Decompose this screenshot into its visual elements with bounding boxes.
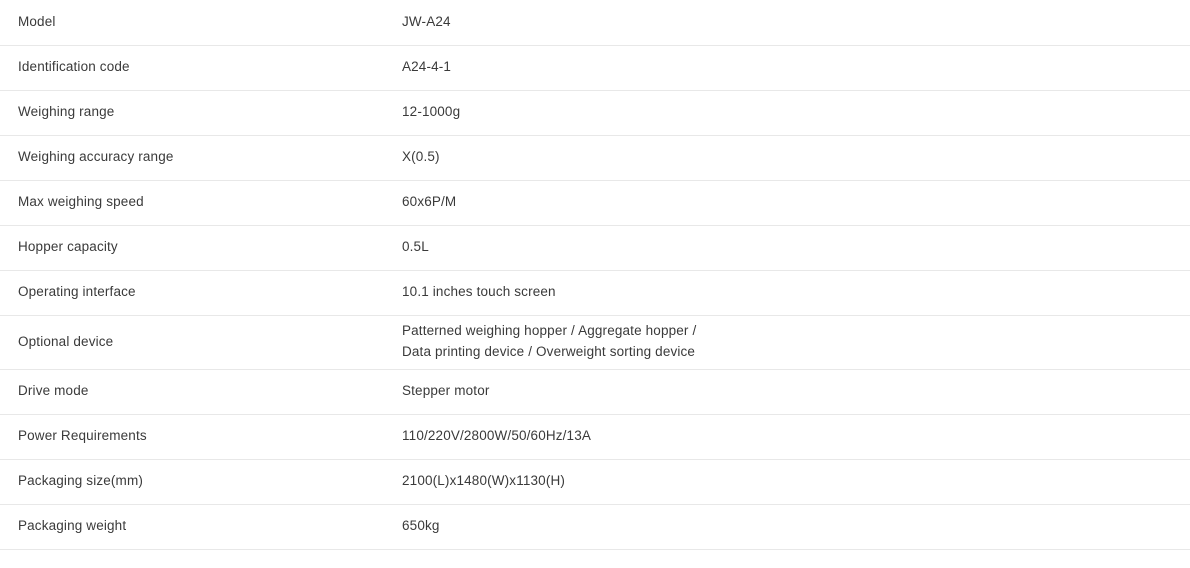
- table-row: [0, 459, 1190, 504]
- table-row: [0, 135, 1190, 180]
- table-row: [0, 369, 1190, 414]
- spec-value-line: Patterned weighing hopper / Aggregate hopper /: [402, 323, 697, 339]
- table-row: [0, 0, 1190, 45]
- table-row: [0, 270, 1190, 315]
- spec-label: Optional device: [18, 333, 114, 349]
- spec-value: [386, 414, 1190, 459]
- spec-label: Identification code: [18, 59, 130, 75]
- spec-label: Packaging weight: [18, 518, 127, 534]
- spec-label: Drive mode: [18, 383, 89, 399]
- spec-label: Power Requirements: [18, 428, 147, 444]
- spec-label: Packaging size(mm): [18, 473, 143, 489]
- spec-value: [386, 225, 1190, 270]
- spec-value-line: 650kg: [402, 518, 440, 534]
- spec-label: Operating interface: [18, 284, 136, 300]
- spec-value: [386, 90, 1190, 135]
- table-row: [0, 315, 1190, 369]
- spec-value-line: 110/220V/2800W/50/60Hz/13A: [402, 428, 592, 444]
- spec-value-line: X(0.5): [402, 149, 440, 165]
- table-row: [0, 90, 1190, 135]
- table-row: [0, 414, 1190, 459]
- spec-value: [386, 315, 1190, 369]
- spec-value: [386, 180, 1190, 225]
- spec-value-line: 2100(L)x1480(W)x1130(H): [402, 473, 566, 489]
- spec-value-line: 60x6P/M: [402, 194, 457, 210]
- spec-value: [386, 504, 1190, 549]
- spec-label: Max weighing speed: [18, 194, 144, 210]
- spec-label: Hopper capacity: [18, 239, 118, 255]
- spec-value: [386, 135, 1190, 180]
- spec-value-line: 0.5L: [402, 239, 429, 255]
- spec-value: [386, 270, 1190, 315]
- spec-value-line: Data printing device / Overweight sorting device: [402, 344, 696, 359]
- spec-value-line: A24-4-1: [402, 59, 452, 75]
- table-row: [0, 225, 1190, 270]
- table-row: [0, 504, 1190, 549]
- spec-value-line: 12-1000g: [402, 104, 461, 120]
- spec-value-line: Stepper motor: [402, 383, 490, 399]
- table-row: [0, 45, 1190, 90]
- spec-label: Model: [18, 13, 56, 29]
- spec-value: [386, 369, 1190, 414]
- spec-value: [386, 45, 1190, 90]
- spec-value: [386, 0, 1190, 45]
- spec-value: [386, 459, 1190, 504]
- spec-value-line: JW-A24: [402, 13, 451, 29]
- table-row: [0, 180, 1190, 225]
- spec-value-line: 10.1 inches touch screen: [402, 284, 556, 300]
- spec-label: Weighing range: [18, 104, 115, 120]
- spec-label: Weighing accuracy range: [18, 149, 174, 165]
